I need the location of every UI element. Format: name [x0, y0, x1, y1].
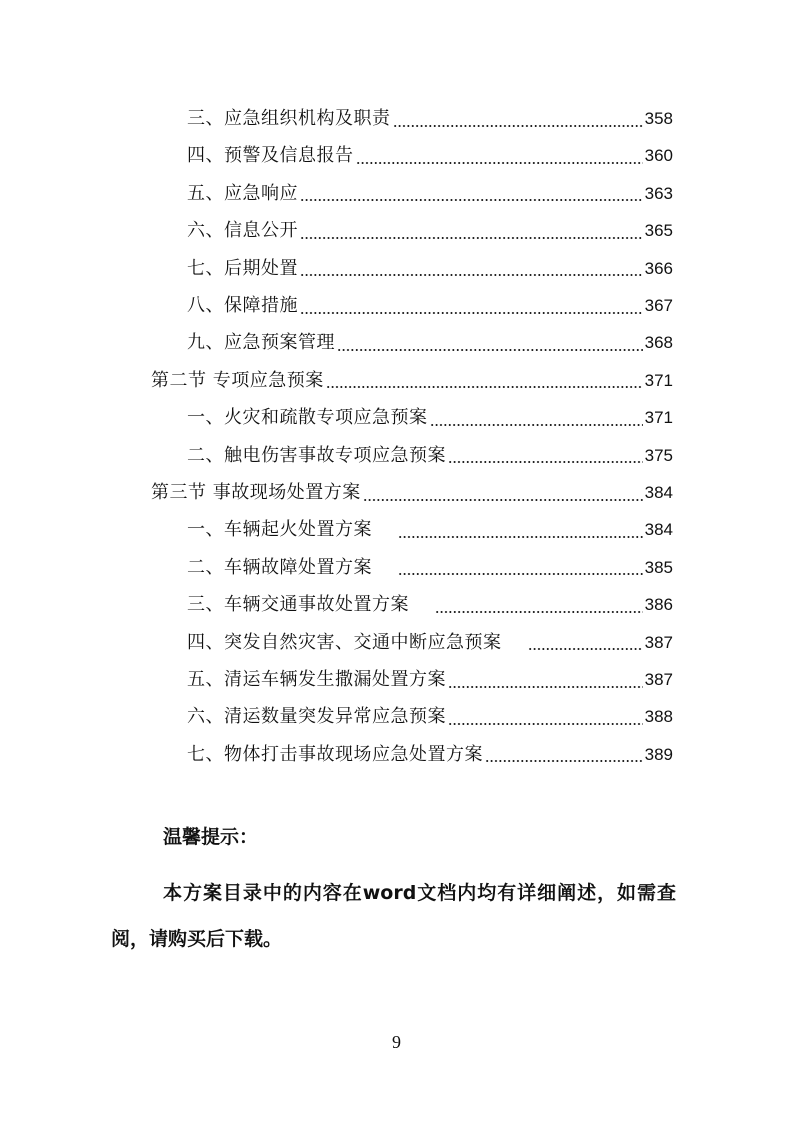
toc-entry-title: 七、后期处置 [187, 257, 298, 279]
toc-entry-page: 360 [644, 146, 673, 166]
toc-dot-leader [300, 274, 643, 276]
toc-entry[interactable] [187, 212, 673, 249]
toc-entry-title: 二、车辆故障处置方案 [187, 556, 372, 578]
toc-entry[interactable] [187, 549, 673, 586]
toc-entry-title: 九、应急预案管理 [187, 332, 335, 354]
toc-entry[interactable] [187, 624, 673, 661]
toc-entry-page: 368 [644, 333, 673, 353]
toc-entry-title: 三、车辆交通事故处置方案 [187, 594, 409, 616]
toc-entry-title: 五、清运车辆发生撒漏处置方案 [187, 669, 446, 690]
toc-entry[interactable] [187, 661, 673, 698]
toc-entry[interactable] [187, 100, 673, 137]
toc-entry-title: 第二节 专项应急预案 [151, 369, 324, 391]
toc-dot-leader [363, 499, 643, 501]
tip-body-text: 本方案目录中的内容在word文档内均有详细阐述，如需查阅，请购买后下载。 [111, 882, 676, 950]
toc-dot-leader [448, 686, 643, 688]
toc-entry-page: 384 [644, 520, 673, 540]
toc-entry-page: 386 [644, 595, 673, 615]
toc-dot-leader [393, 125, 643, 127]
toc-entry-title: 六、清运数量突发异常应急预案 [187, 706, 446, 728]
toc-entry[interactable] [151, 474, 673, 511]
toc-dot-leader [337, 349, 643, 351]
toc-entry[interactable] [187, 399, 673, 436]
toc-entry[interactable] [151, 362, 673, 399]
toc-entry-title: 四、预警及信息报告 [187, 145, 354, 167]
toc-entry-title: 四、突发自然灾害、交通中断应急预案 [187, 631, 502, 653]
toc-entry-title: 七、物体打击事故现场应急处置方案 [187, 743, 483, 765]
toc-entry-title: 第三节 事故现场处置方案 [151, 482, 361, 503]
toc-entry[interactable] [187, 175, 673, 212]
toc-dot-leader [398, 536, 643, 538]
toc-entry-page: 387 [644, 632, 673, 652]
toc-entry-page: 389 [644, 744, 673, 764]
toc-dot-leader [300, 199, 643, 201]
toc-entry-title: 一、火灾和疏散专项应急预案 [187, 407, 428, 429]
toc-entry-page: 384 [644, 483, 673, 502]
toc-entry[interactable] [187, 736, 673, 773]
toc-entry-page: 366 [644, 258, 673, 278]
toc-entry[interactable] [187, 250, 673, 287]
toc-entry[interactable] [187, 287, 673, 324]
toc-entry-title: 二、触电伤害事故专项应急预案 [187, 444, 446, 466]
toc-entry[interactable] [187, 324, 673, 361]
toc-dot-leader [448, 461, 643, 463]
toc-entry-page: 371 [644, 370, 673, 390]
toc-entry-page: 385 [644, 557, 673, 577]
toc-dot-leader [485, 760, 643, 762]
toc-entry-page: 375 [644, 445, 673, 465]
toc-dot-leader [448, 723, 643, 725]
toc-dot-leader [300, 312, 643, 314]
toc-entry[interactable] [187, 437, 673, 474]
toc-entry-page: 358 [644, 109, 673, 128]
toc-entry-page: 367 [644, 296, 673, 315]
toc-entry[interactable] [187, 586, 673, 623]
toc-dot-leader [435, 611, 643, 613]
toc-entry[interactable] [187, 698, 673, 735]
toc-entry[interactable] [187, 137, 673, 174]
toc-dot-leader [430, 424, 643, 426]
tip-heading: 温馨提示： [163, 826, 259, 848]
toc-dot-leader [398, 573, 643, 575]
toc-entry-page: 387 [644, 670, 673, 689]
toc-entry[interactable] [187, 511, 673, 548]
toc-entry-page: 371 [644, 408, 673, 428]
toc-entry-title: 六、信息公开 [187, 220, 298, 242]
toc-dot-leader [326, 386, 643, 388]
toc-dot-leader [356, 162, 643, 164]
toc-entry-title: 五、应急响应 [187, 182, 298, 204]
toc-entry-title: 一、车辆起火处置方案 [187, 519, 372, 541]
toc-entry-title: 三、应急组织机构及职责 [187, 108, 391, 129]
toc-entry-page: 363 [644, 183, 673, 203]
toc-entry-page: 388 [644, 707, 673, 727]
toc-dot-leader [528, 648, 643, 650]
toc-dot-leader [300, 237, 643, 239]
toc-entry-page: 365 [644, 221, 673, 241]
toc-entry-title: 八、保障措施 [187, 295, 298, 316]
page-number: 9 [392, 1032, 401, 1052]
